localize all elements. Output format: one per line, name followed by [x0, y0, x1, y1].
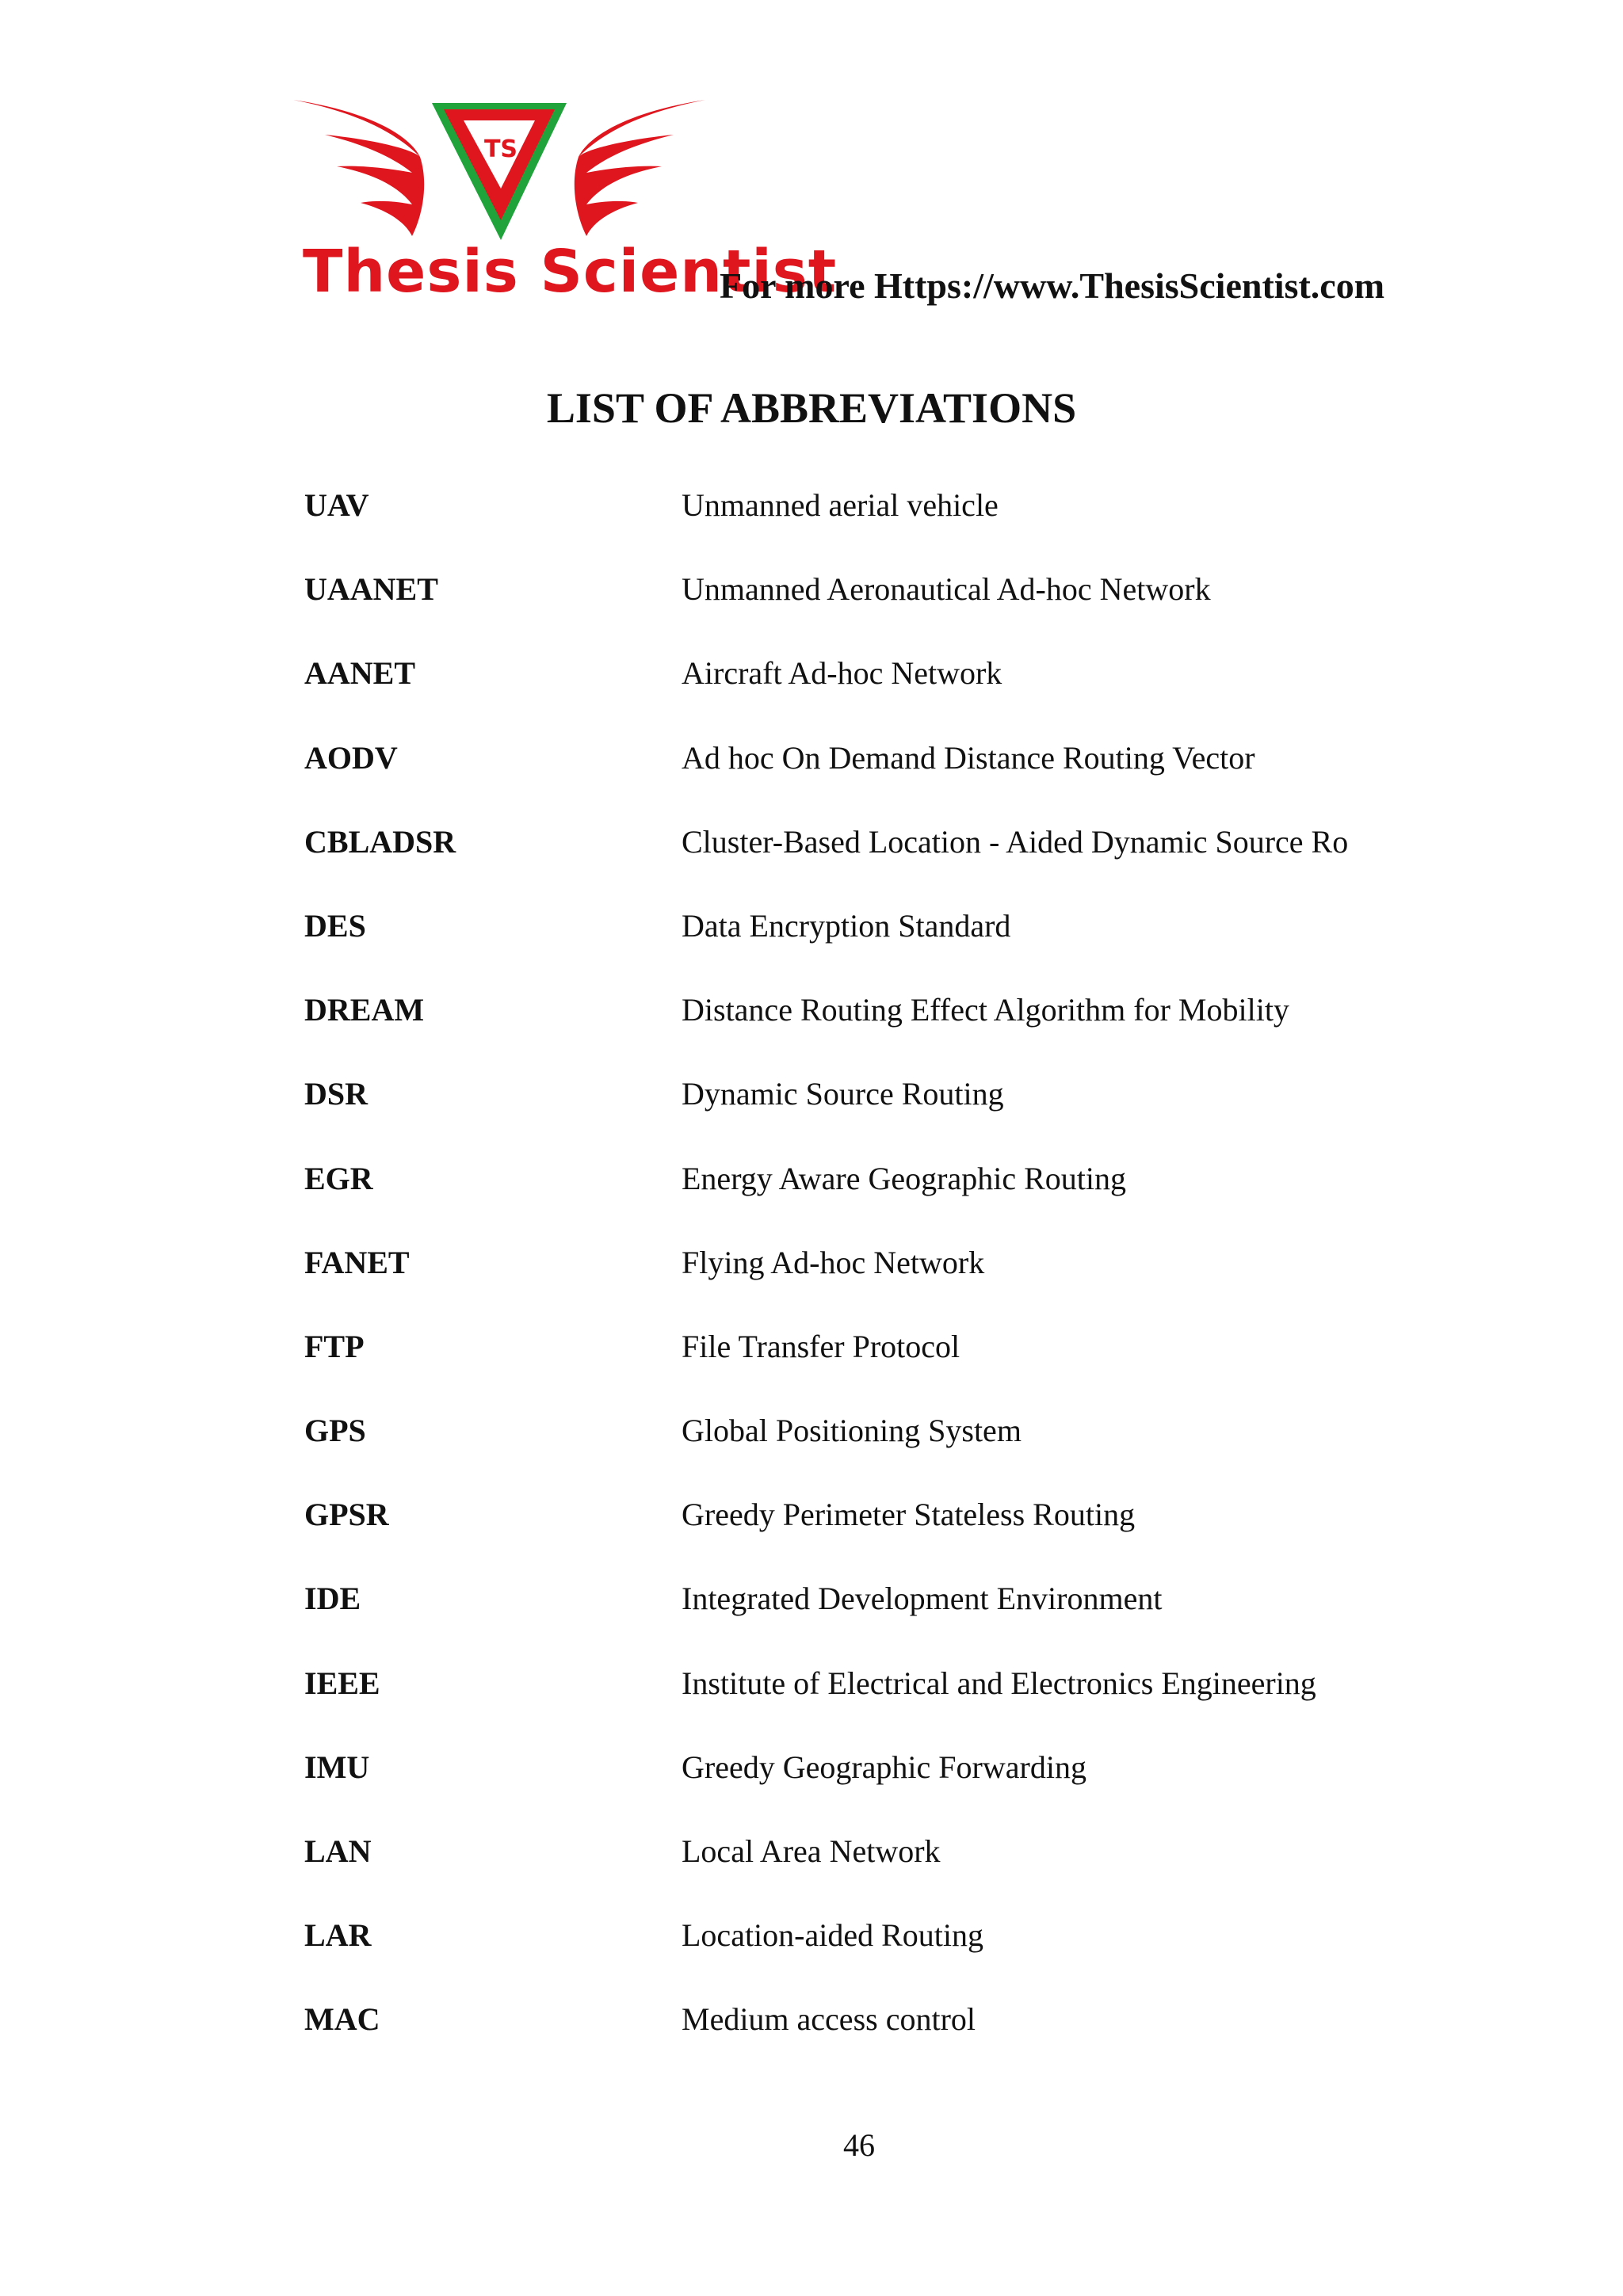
abbreviation-expansion: Dynamic Source Routing [682, 1076, 1004, 1112]
abbreviation-expansion: Integrated Development Environment [682, 1581, 1163, 1617]
abbreviation-expansion: Unmanned Aeronautical Ad-hoc Network [682, 571, 1211, 608]
abbreviation-expansion: Location-aided Routing [682, 1917, 984, 1954]
abbreviation-expansion: Distance Routing Effect Algorithm for Mobility [682, 992, 1289, 1028]
abbreviation-expansion: Unmanned aerial vehicle [682, 487, 999, 523]
abbreviation-expansion: Local Area Network [682, 1833, 941, 1869]
winged-triangle-logo-icon [293, 93, 705, 244]
abbreviation-row [304, 1075, 1398, 1159]
page-title: LIST OF ABBREVIATIONS [546, 384, 1077, 432]
abbreviation-term: CBLADSR [304, 823, 456, 860]
abbreviation-expansion: Institute of Electrical and Electronics Engineering [682, 1665, 1316, 1701]
abbreviation-term: FANET [304, 1244, 410, 1280]
abbreviation-term: MAC [304, 2001, 380, 2038]
abbreviation-row [304, 486, 1398, 570]
abbreviation-term: AODV [304, 739, 398, 776]
abbreviation-expansion: Medium access control [682, 2001, 976, 2038]
abbreviation-row [304, 2000, 1398, 2084]
abbreviation-expansion: File Transfer Protocol [682, 1328, 960, 1364]
abbreviation-row [304, 1244, 1398, 1328]
abbreviation-term: IDE [304, 1581, 361, 1617]
abbreviation-row [304, 991, 1398, 1075]
abbreviation-term: DREAM [304, 992, 425, 1028]
abbreviation-row [304, 823, 1398, 907]
abbreviation-term: GPSR [304, 1497, 389, 1533]
abbreviation-row [304, 907, 1398, 991]
abbreviation-row [304, 1749, 1398, 1833]
abbreviation-row [304, 1412, 1398, 1496]
abbreviation-expansion: Cluster-Based Location - Aided Dynamic Source Ro [682, 823, 1349, 860]
abbreviation-list [304, 486, 1398, 2085]
page-number: 46 [843, 2127, 875, 2163]
abbreviation-term: EGR [304, 1160, 373, 1196]
abbreviation-term: UAV [304, 487, 369, 523]
abbreviation-term: DES [304, 907, 366, 944]
abbreviation-term: LAR [304, 1917, 372, 1954]
abbreviation-expansion: Data Encryption Standard [682, 907, 1011, 944]
abbreviation-term: AANET [304, 655, 416, 692]
abbreviation-row [304, 1160, 1398, 1244]
abbreviation-row [304, 1833, 1398, 1917]
abbreviation-expansion: Flying Ad-hoc Network [682, 1244, 985, 1280]
abbreviation-row [304, 739, 1398, 823]
abbreviation-expansion: Ad hoc On Demand Distance Routing Vector [682, 739, 1255, 776]
abbreviation-row [304, 654, 1398, 738]
abbreviation-row [304, 1328, 1398, 1412]
abbreviation-expansion: Aircraft Ad-hoc Network [682, 655, 1002, 692]
page-header [285, 93, 1474, 323]
abbreviation-expansion: Energy Aware Geographic Routing [682, 1160, 1126, 1196]
logo-wordmark: Thesis Scientist [303, 238, 838, 306]
abbreviation-term: GPS [304, 1413, 366, 1449]
svg-text:TS: TS [483, 135, 518, 163]
thesis-scientist-logo [285, 93, 838, 323]
abbreviation-expansion: Greedy Perimeter Stateless Routing [682, 1497, 1136, 1533]
abbreviation-row [304, 1917, 1398, 2000]
abbreviation-expansion: Global Positioning System [682, 1413, 1022, 1449]
abbreviation-term: UAANET [304, 571, 438, 608]
abbreviation-term: IEEE [304, 1665, 380, 1701]
abbreviation-row [304, 570, 1398, 654]
abbreviation-row [304, 1580, 1398, 1664]
abbreviation-term: DSR [304, 1076, 369, 1112]
abbreviation-term: IMU [304, 1749, 370, 1785]
abbreviation-term: FTP [304, 1328, 365, 1364]
abbreviation-row [304, 1496, 1398, 1580]
website-tagline: For more Https://www.ThesisScientist.com [720, 265, 1385, 306]
abbreviation-term: LAN [304, 1833, 372, 1869]
abbreviation-row [304, 1665, 1398, 1749]
abbreviation-expansion: Greedy Geographic Forwarding [682, 1749, 1086, 1785]
